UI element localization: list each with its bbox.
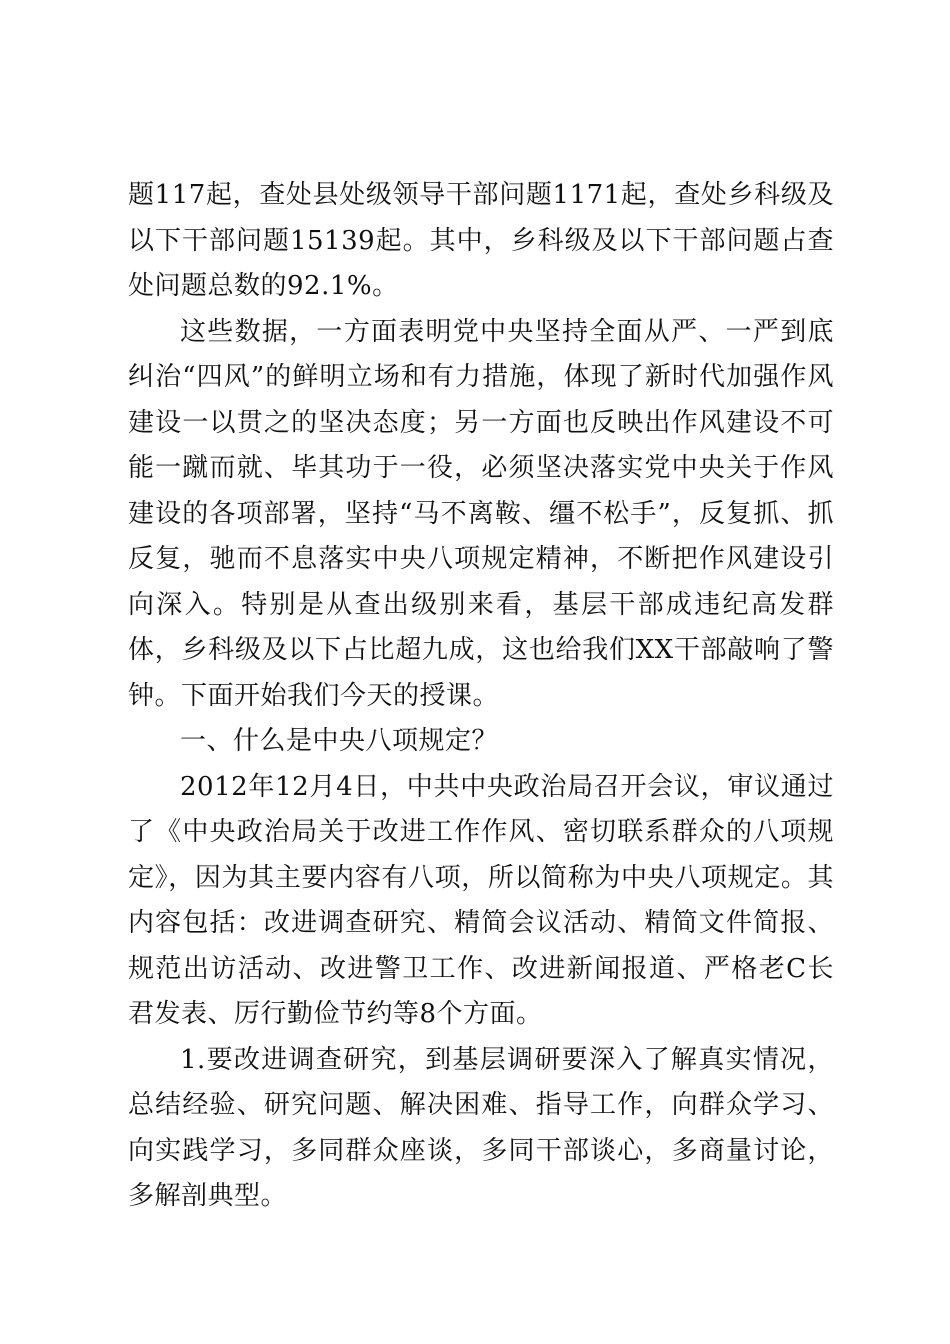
section-heading: 一、什么是中央八项规定？ (180, 726, 499, 756)
paragraph-continuation: 题117起，查处县处级领导干部问题1171起，查处乡科级及以下干部问题15139起。其中，乡科级及以下干部问题占查处问题总数的92.1%。 (128, 180, 834, 301)
paragraph-rule-1: 1.要改进调查研究，到基层调研要深入了解真实情况，总结经验、研究问题、解决困难、指导工作，向群众学习、向实践学习，多同群众座谈，多同干部谈心，多商量讨论，多解剖典型。 (128, 1044, 834, 1211)
paragraph-eight-rules-intro: 2012年12月4日，中共中央政治局召开会议，审议通过了《中央政治局关于改进工作作风、密切联系群众的八项规定》，因为其主要内容有八项，所以简称为中央八项规定。其内容包括：改进调查研究、精简会议活动、精简文件简报、规范出访活动、改进警卫工作、改进新闻报道、严格老C长君发表、厉行勤俭节约等8个方面。 (128, 771, 834, 1029)
document-body (128, 173, 834, 1220)
paragraph-data-significance: 这些数据，一方面表明党中央坚持全面从严、一严到底纠治“四风”的鲜明立场和有力措施，体现了新时代加强作风建设一以贯之的坚决态度；另一方面也反映出作风建设不可能一蹴而就、毕其功于一役，必须坚决落实党中央关于作风建设的各项部署，坚持“马不离鞍、缰不松手”，反复抓、抓反复，驰而不息落实中央八项规定精神，不断把作风建设引向深入。特别是从查出级别来看，基层干部成违纪高发群体，乡科级及以下占比超九成，这也给我们XX干部敲响了警钟。下面开始我们今天的授课。 (128, 316, 834, 711)
